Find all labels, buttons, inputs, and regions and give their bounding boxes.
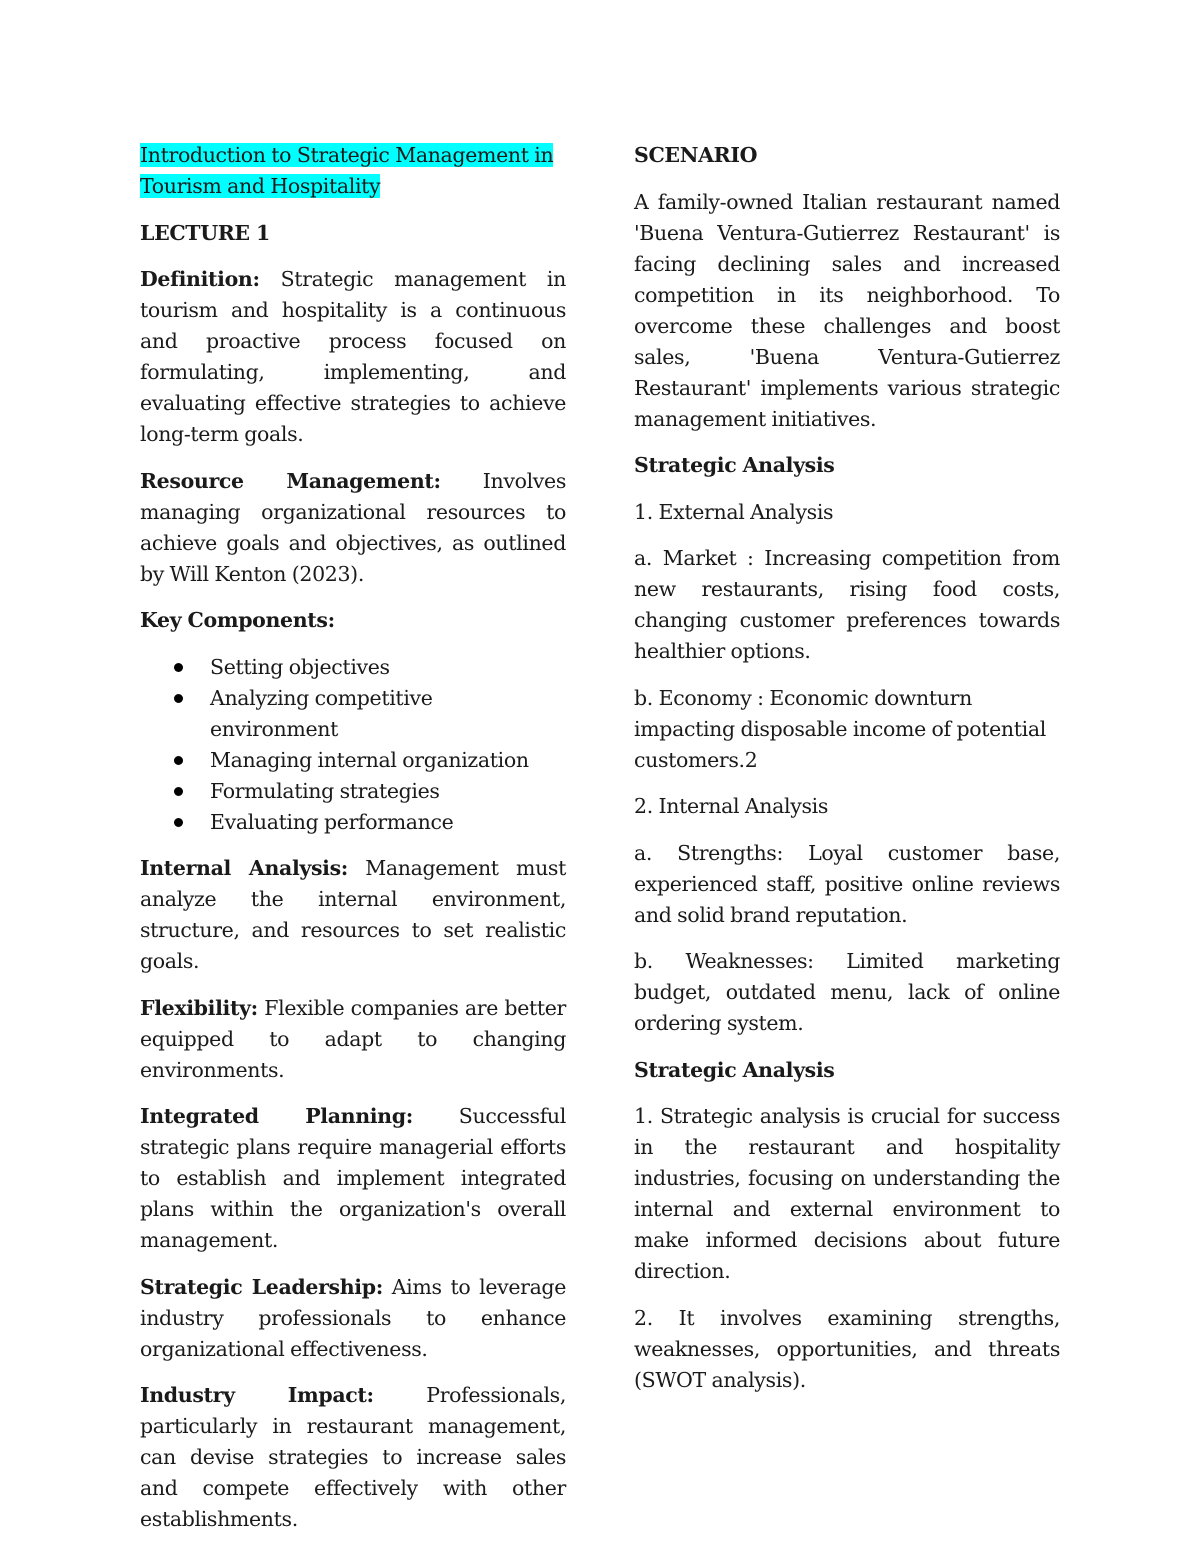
resource-management-label: Resource Management: [140,468,441,493]
industry-impact-label: Industry Impact: [140,1383,374,1407]
definition-paragraph [140,264,566,450]
list-item: Evaluating performance [210,807,566,838]
strengths-paragraph: a. Strengths: Loyal customer base, experienced staff, positive online reviews and solid brand reputation. [634,840,1060,927]
strategic-analysis-point-2: 2. It involves examining strengths, weaknesses, opportunities, and threats (SWOT analysis). [634,1305,1060,1392]
internal-analysis-label: Internal Analysis: [140,856,348,880]
definition-label: Definition: [140,267,260,291]
list-item: Setting objectives [210,652,566,683]
strategic-leadership-label: Strategic Leadership: [140,1274,383,1299]
key-components-list [140,652,566,838]
list-item: Managing internal organization [210,745,566,776]
left-column [140,140,566,1551]
title-highlight: Introduction to Strategic Management in Tourism and Hospitality [140,143,554,198]
economy-paragraph: b. Economy : Economic downturn impacting disposable income of potential customers.2 [634,685,1046,772]
definition-text: Strategic management in tourism and hospitality is a continuous and proactive process focused on formulating, implementing, and evaluating effective strategies to achieve long-term goals. [140,267,566,446]
flexibility-label: Flexibility: [140,995,258,1020]
internal-analysis-text: Management must analyze the internal environment, structure, and resources to set realistic goals. [140,856,566,973]
flexibility-paragraph [140,993,566,1086]
right-column [634,140,1060,1411]
key-components-heading: Key Components: [140,608,335,632]
strategic-analysis-point-1: 1. Strategic analysis is crucial for success in the restaurant and hospitality industries, focusing on understanding the internal and external environment to make informed decisions about future direction. [634,1104,1060,1283]
strategic-analysis-heading: Strategic Analysis [634,453,835,477]
list-item: Analyzing competitive environment [210,683,566,745]
document-title [140,140,566,202]
market-paragraph: a. Market : Increasing competition from new restaurants, rising food costs, changing customer preferences towards healthier options. [634,546,1060,663]
weaknesses-paragraph: b. Weaknesses: Limited marketing budget, outdated menu, lack of online ordering system. [634,949,1060,1035]
resource-management-text: Involves managing organizational resources to achieve goals and objectives, as outlined by Will Kenton (2023). [140,468,566,586]
internal-analysis-paragraph [140,853,566,977]
integrated-planning-text: Successful strategic plans require managerial efforts to establish and implement integrated plans within the organization's overall management. [140,1104,566,1252]
strategic-analysis-heading-2: Strategic Analysis [634,1057,835,1082]
resource-management-paragraph [140,466,566,590]
strategic-leadership-paragraph [140,1272,566,1365]
flexibility-text: Flexible companies are better equipped to adapt to changing environments. [140,995,566,1082]
integrated-planning-paragraph [140,1101,566,1256]
industry-impact-text: Professionals, particularly in restaurant management, can devise strategies to increase sales and compete effectively with other establishments. [140,1383,566,1531]
scenario-paragraph: A family-owned Italian restaurant named 'Buena Ventura-Gutierrez Restaurant' is facing declining sales and increased competition in its neighborhood. To overcome these challenges and boost sales, 'Buena Ventura-Gutierrez Restaurant' implements various strategic management initiatives. [634,189,1060,431]
strategic-leadership-text: Aims to leverage industry professionals to enhance organizational effectiveness. [140,1274,566,1361]
list-item: Formulating strategies [210,776,566,807]
internal-analysis-heading: 2. Internal Analysis [634,794,829,818]
external-analysis-heading: 1. External Analysis [634,499,834,524]
scenario-heading: SCENARIO [634,143,758,167]
industry-impact-paragraph [140,1380,566,1535]
lecture-heading: LECTURE 1 [140,220,270,245]
integrated-planning-label: Integrated Planning: [140,1104,413,1128]
